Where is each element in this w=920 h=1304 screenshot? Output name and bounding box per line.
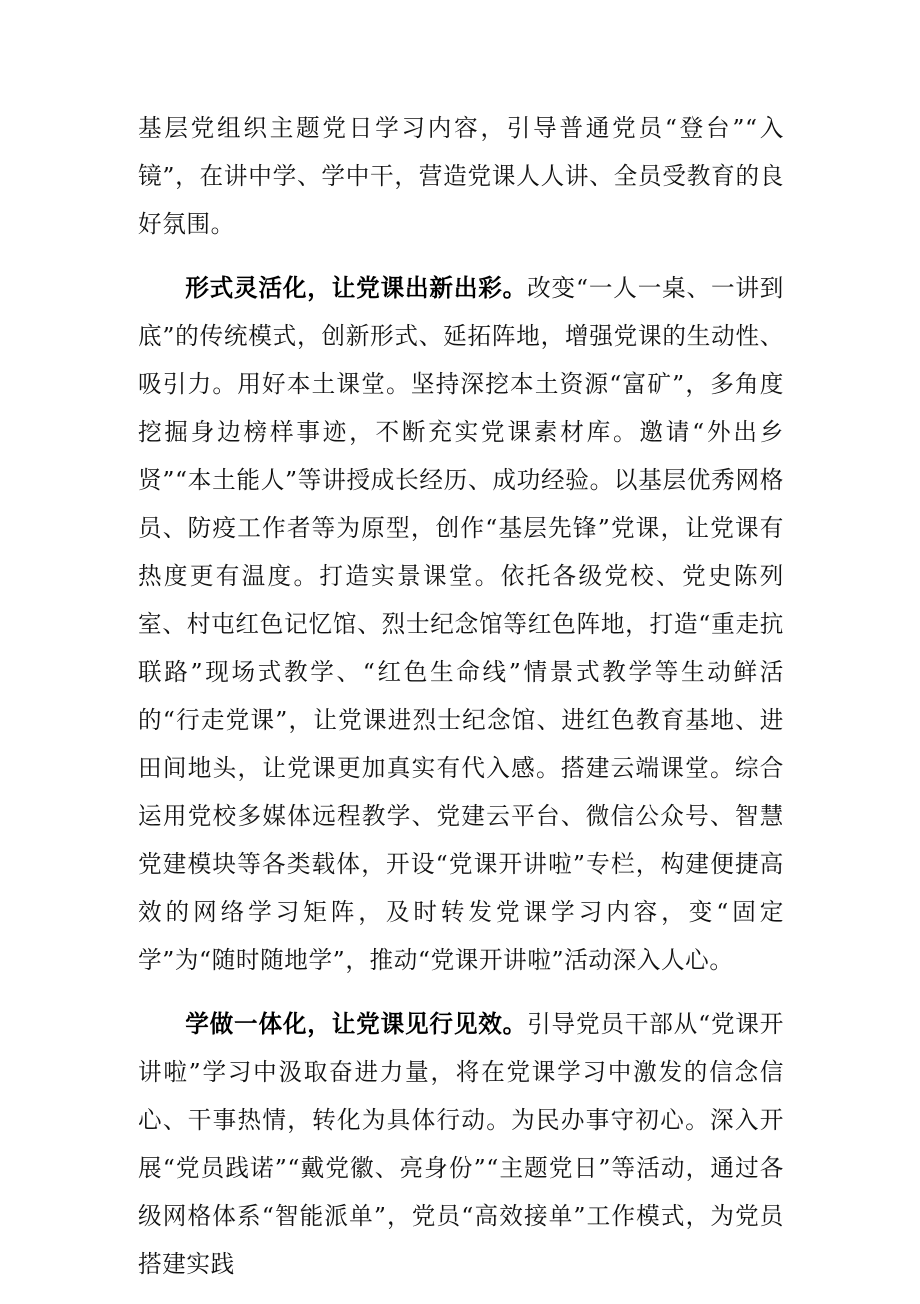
document-body — [138, 104, 784, 1304]
paragraph-2-lead-heading: 形式灵活化，让党课出新出彩。 — [185, 274, 528, 302]
paragraph-1 — [138, 104, 784, 248]
paragraph-1-text: 基层党组织主题党日学习内容，引导普通党员“登台”“入镜”，在讲中学、学中干，营造党课人人讲、全员受教育的良好氛围。 — [138, 114, 784, 238]
paragraph-3-text: 引导党员干部从“党课开讲啦”学习中汲取奋进力量，将在党课学习中激发的信念信心、干事热情，转化为具体行动。为民办事守初心。深入开展“党员践诺”“戴党徽、亮身份”“主题党日”等活动，通过各级网格体系“智能派单”，党员“高效接单”工作模式，为党员搭建实践 — [138, 1010, 784, 1278]
paragraph-3-lead-heading: 学做一体化，让党课见行见效。 — [185, 1010, 528, 1038]
paragraph-3 — [138, 1000, 784, 1288]
paragraph-2 — [138, 264, 784, 984]
paragraph-2-text: 改变“一人一桌、一讲到底”的传统模式，创新形式、延拓阵地，增强党课的生动性、吸引力。用好本土课堂。坚持深挖本土资源“富矿”，多角度挖掘身边榜样事迹，不断充实党课素材库。邀请“外出乡贤”“本土能人”等讲授成长经历、成功经验。以基层优秀网格员、防疫工作者等为原型，创作“基层先锋”党课，让党课有热度更有温度。打造实景课堂。依托各级党校、党史陈列室、村屯红色记忆馆、烈士纪念馆等红色阵地，打造“重走抗联路”现场式教学、“红色生命线”情景式教学等生动鲜活的“行走党课”，让党课进烈士纪念馆、进红色教育基地、进田间地头，让党课更加真实有代入感。搭建云端课堂。综合运用党校多媒体远程教学、党建云平台、微信公众号、智慧党建模块等各类载体，开设“党课开讲啦”专栏，构建便捷高效的网络学习矩阵，及时转发党课学习内容，变“固定学”为“随时随地学”，推动“党课开讲啦”活动深入人心。 — [138, 274, 784, 974]
